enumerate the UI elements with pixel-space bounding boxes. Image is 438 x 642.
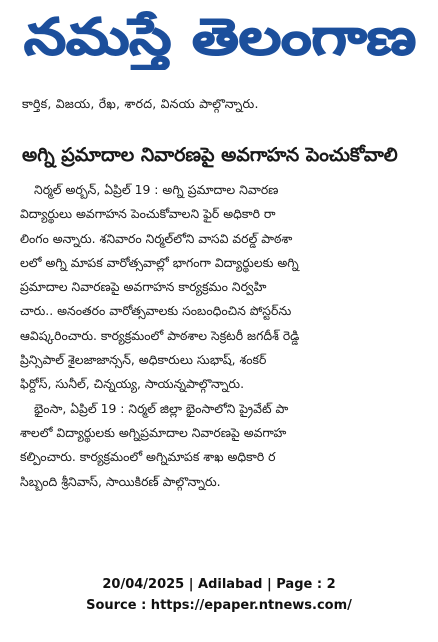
- newspaper-masthead: [20, 6, 420, 70]
- body-line: సిబ్బంది శ్రీనివాస్, సాయికిరణ్ పాల్గొన్నారు.: [20, 473, 221, 489]
- body-line: ప్రిన్సిపాల్ శైలజాజాన్సన్, అధికారులు సుభాష్, శంకర్: [20, 352, 267, 368]
- body-line: విద్యార్థులు అవగాహన పెంచుకోవాలని ఫైర్ అధికారి రా: [20, 206, 276, 222]
- body-line: ప్రమాదాల నివారణపై అవగాహన కార్యక్రమం నిర్వహి: [20, 279, 267, 295]
- body-line: ఫిర్దోస్, సునీల్, చిన్నయ్య, సాయన్నపాల్గొన్నారు.: [20, 376, 245, 392]
- body-line: శాలలో విద్యార్థులకు అగ్నిప్రమాదాల నివారణపై అవగాహ: [20, 424, 287, 440]
- footer-source: Source : https://epaper.ntnews.com/: [86, 598, 352, 613]
- clipping-footer: [0, 574, 438, 616]
- body-line: కల్పించారు. కార్యక్రమంలో అగ్నిమాపక శాఖ అధికారి ర: [20, 449, 276, 465]
- intro-line: కార్తిక, విజయ, రేఖ, శారద, వినయ పాల్గొన్నారు.: [22, 96, 259, 111]
- masthead-title: నమస్తే తెలంగాణ: [24, 8, 352, 66]
- article-body: [20, 178, 438, 494]
- footer-date-edition: 20/04/2025 | Adilabad | Page : 2: [102, 577, 336, 592]
- body-line: లలో అగ్ని మాపక వారోత్సవాల్లో భాగంగా విద్యార్థులకు అగ్ని: [20, 254, 299, 270]
- article-headline: అగ్ని ప్రమాదాల నివారణపై అవగాహన పెంచుకోవాలి: [22, 144, 398, 166]
- body-line: లింగం అన్నారు. శనివారం నిర్మల్‌లోని వాసవి వరల్డ్ పాఠశా: [20, 230, 293, 246]
- masthead-logo: [20, 6, 420, 70]
- body-line: భైంసా, ఏప్రిల్ 19 : నిర్మల్ జిల్లా భైంసాలోని ప్రైవేట్ పా: [34, 400, 289, 416]
- body-line: నిర్మల్ అర్బన్, ఏప్రిల్ 19 : అగ్ని ప్రమాదాల నివారణ: [34, 182, 279, 197]
- body-line: ఆవిష్కరించారు. కార్యక్రమంలో పాఠశాల సెక్రటరీ జగదీశ్ రెడ్డి: [20, 327, 300, 343]
- body-line: చారు.. అనంతరం వారోత్సవాలకు సంబంధించిన పోస్టర్‌ను: [20, 303, 292, 319]
